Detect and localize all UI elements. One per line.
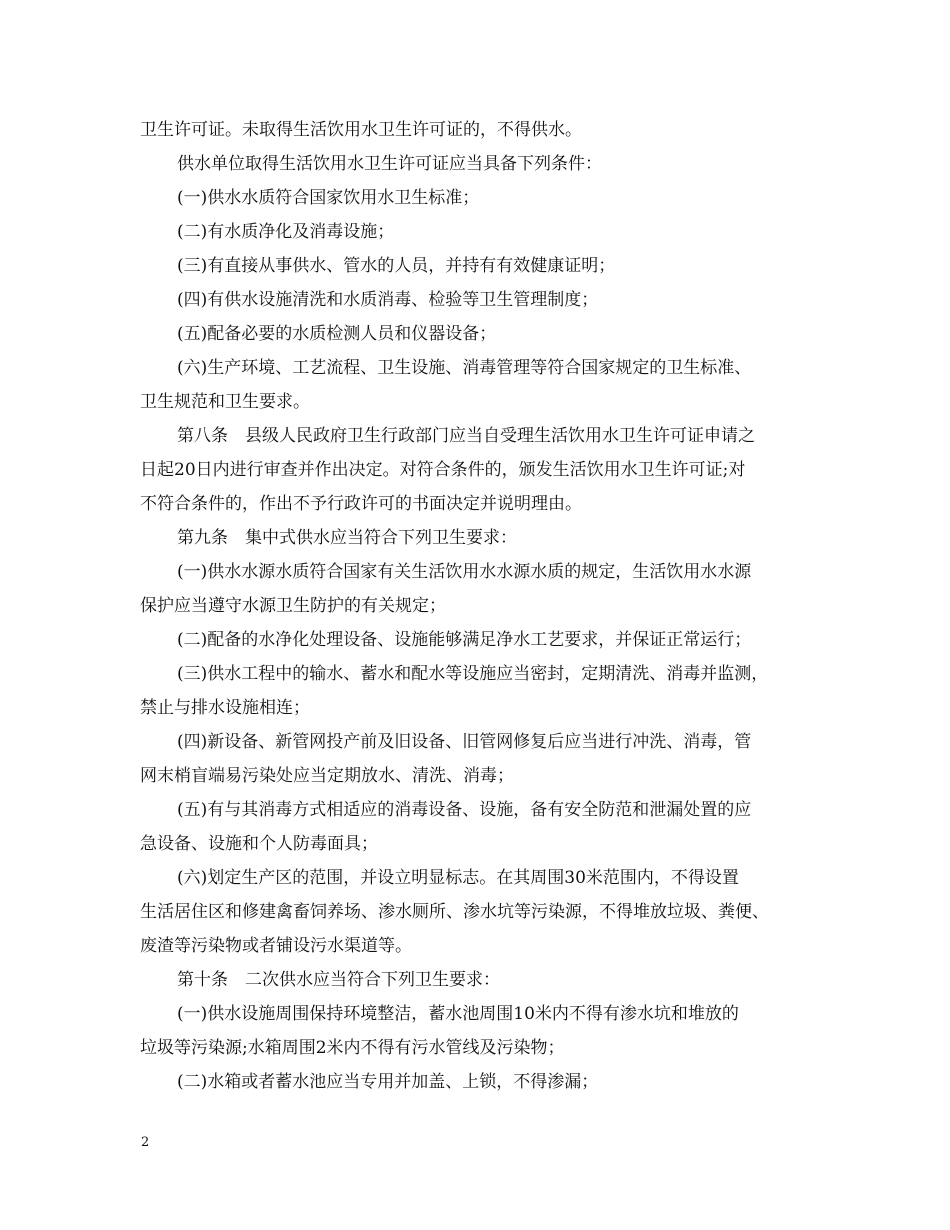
text-line-17: (三)供水工程中的输水、蓄水和配水等设施应当密封，定期清洗、消毒并监测，: [177, 664, 769, 684]
text-line-19: (四)新设备、新管网投产前及旧设备、旧管网修复后应当进行冲洗、消毒，管: [177, 732, 752, 752]
text-line-24: 生活居住区和修建禽畜饲养场、渗水厕所、渗水坑等污染源，不得堆放垃圾、粪便、: [140, 902, 769, 922]
text-line-2: 供水单位取得生活饮用水卫生许可证应当具备下列条件：: [177, 154, 602, 174]
text-line-3: (一)供水水质符合国家饮用水卫生标准；: [177, 188, 480, 208]
text-line-6: (四)有供水设施清洗和水质消毒、检验等卫生管理制度；: [177, 290, 599, 310]
text-line-28: 垃圾等污染源;水箱周围2米内不得有污水管线及污染物；: [140, 1038, 565, 1058]
text-line-9: 卫生规范和卫生要求。: [140, 392, 310, 412]
text-line-15: 保护应当遵守水源卫生防护的有关规定；: [140, 596, 446, 616]
article-10-heading: 第十条 二次供水应当符合下列卫生要求：: [177, 970, 500, 990]
text-line-5: (三)有直接从事供水、管水的人员，并持有有效健康证明；: [177, 256, 616, 276]
text-line-14: (一)供水水源水质符合国家有关生活饮用水水源水质的规定，生活饮用水水源: [177, 562, 752, 582]
text-line-16: (二)配备的水净化处理设备、设施能够满足净水工艺要求，并保证正常运行；: [177, 630, 752, 650]
article-9-heading: 第九条 集中式供水应当符合下列卫生要求：: [177, 528, 517, 548]
text-line-22: 急设备、设施和个人防毒面具；: [140, 834, 378, 854]
document-body: [140, 113, 830, 1099]
page-number: 2: [141, 1135, 150, 1150]
article-8-heading: 第八条 县级人民政府卫生行政部门应当自受理生活饮用水卫生许可证申请之: [177, 426, 755, 446]
text-line-25: 废渣等污染物或者铺设污水渠道等。: [140, 936, 412, 956]
text-line-27: (一)供水设施周围保持环境整洁，蓄水池周围10米内不得有渗水坑和堆放的: [177, 1004, 739, 1024]
text-line-12: 不符合条件的，作出不予行政许可的书面决定并说明理由。: [140, 494, 582, 514]
text-line-1: 卫生许可证。未取得生活饮用水卫生许可证的，不得供水。: [140, 120, 582, 140]
text-line-18: 禁止与排水设施相连；: [140, 698, 310, 718]
text-line-21: (五)有与其消毒方式相适应的消毒设备、设施，备有安全防范和泄漏处置的应: [177, 800, 752, 820]
text-line-8: (六)生产环境、工艺流程、卫生设施、消毒管理等符合国家规定的卫生标准、: [177, 358, 752, 378]
text-line-29: (二)水箱或者蓄水池应当专用并加盖、上锁，不得渗漏；: [177, 1072, 599, 1092]
text-line-20: 网末梢盲端易污染处应当定期放水、清洗、消毒；: [140, 766, 514, 786]
text-line-7: (五)配备必要的水质检测人员和仪器设备；: [177, 324, 497, 344]
text-line-11: 日起20日内进行审查并作出决定。对符合条件的，颁发生活饮用水卫生许可证;对: [140, 460, 746, 480]
text-line-4: (二)有水质净化及消毒设施；: [177, 222, 395, 242]
text-line-23: (六)划定生产区的范围，并设立明显标志。在其周围30米范围内，不得设置: [177, 868, 739, 888]
